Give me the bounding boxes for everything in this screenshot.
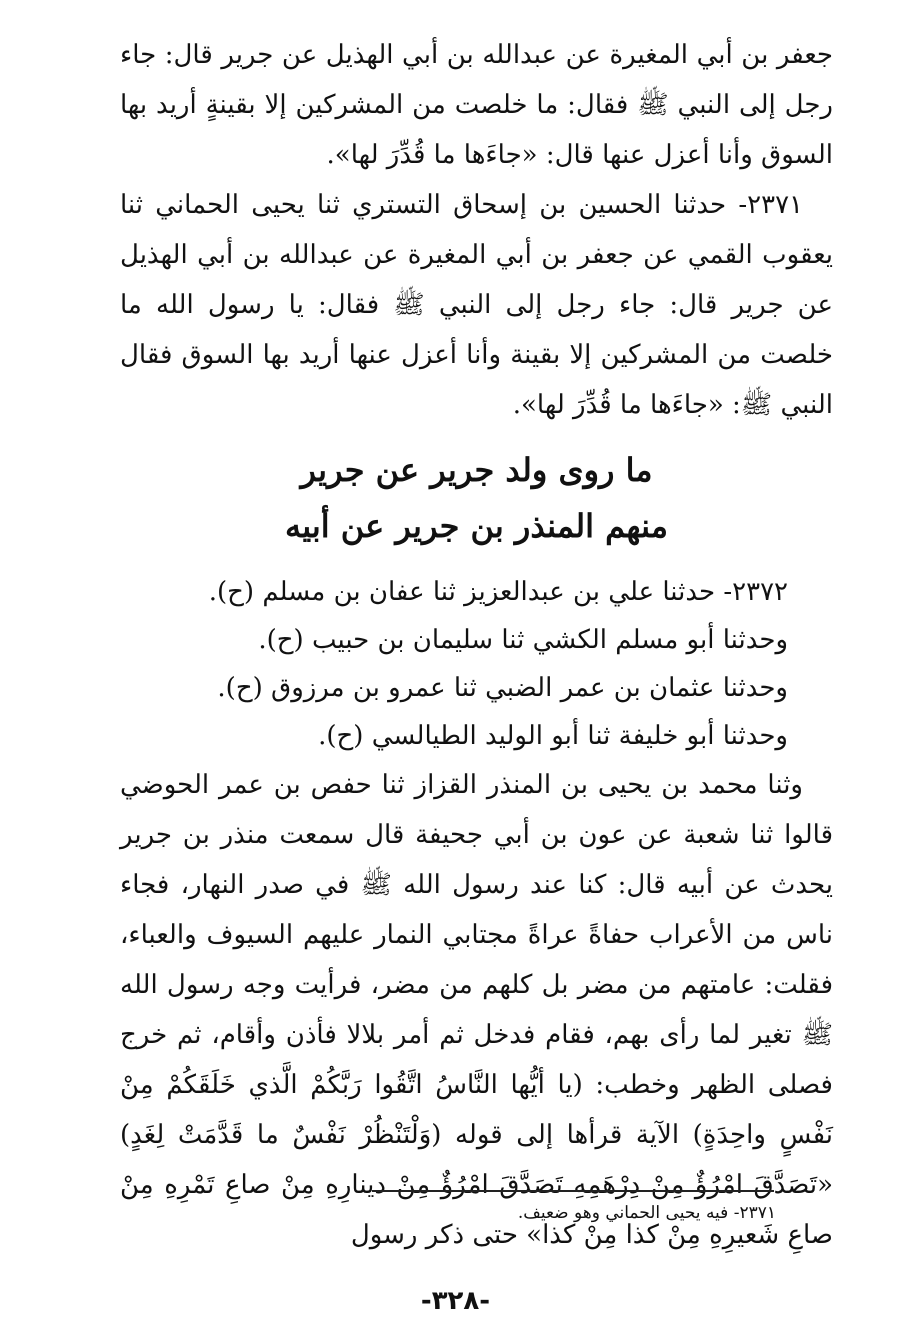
subsection-heading: منهم المنذر بن جرير عن أبيه bbox=[285, 507, 668, 545]
chain-line-1: ٢٣٧٢- حدثنا علي بن عبدالعزيز ثنا عفان بن مسلم (ح). bbox=[208, 577, 788, 607]
paragraph-continuation: جعفر بن أبي المغيرة عن عبدالله بن أبي الهذيل عن جرير قال: جاء رجل إلى النبي ﷺ فقال: ما خلصت من المشركين إلا بقينةٍ أريد بها السوق وأنا أعزل عنها قال: «جاءَها ما قُدِّرَ لها». bbox=[120, 40, 833, 170]
chain-line-3: وحدثنا عثمان بن عمر الضبي ثنا عمرو بن مرزوق (ح). bbox=[217, 673, 788, 703]
chain-line-2: وحدثنا أبو مسلم الكشي ثنا سليمان بن حبيب (ح). bbox=[258, 625, 788, 655]
footnote: ٢٣٧١- فيه يحيى الحماني وهو ضعيف. bbox=[517, 1203, 776, 1223]
footnote-divider bbox=[372, 1190, 774, 1192]
page-number: -٣٢٨- bbox=[420, 1286, 491, 1316]
hadith-2372-text: وثنا محمد بن يحيى بن المنذر القزاز ثنا حفص بن عمر الحوضي قالوا ثنا شعبة عن عون بن أبي جحيفة قال سمعت منذر بن جرير يحدث عن أبيه قال: كنا عند رسول الله ﷺ في صدر النهار، فجاء ناس من الأعراب حفاةً عراةً مجتابي النمار عليهم السيوف والعباء، فقلت: عامتهم من مضر بل كلهم من مضر، فرأيت وجه رسول الله ﷺ تغير لما رأى بهم، فقام فدخل ثم أمر بلالا فأذن وأقام، ثم خرج فصلى الظهر وخطب: (يا أيُّها النَّاسُ اتَّقُوا رَبَّكُمْ الَّذي خَلَقَكُمْ مِنْ نَفْسٍ واحِدَةٍ) الآية قرأها إلى قوله (وَلْتَنْظُرْ نَفْسٌ ما قَدَّمَتْ لِغَدٍ) «تَصَدَّقَ امْرُؤٌ مِنْ دِرْهَمِهِ تَصَدَّقَ امْرُؤٌ مِنْ دينارِهِ مِنْ صاعِ تَمْرِهِ مِنْ صاعِ شَعيرِهِ مِنْ كذا مِنْ كذا» حتى ذكر رسول bbox=[120, 770, 833, 1250]
hadith-2371: ٢٣٧١- حدثنا الحسين بن إسحاق التستري ثنا يحيى الحماني ثنا يعقوب القمي عن جعفر بن أبي المغيرة عن عبدالله بن أبي الهذيل عن جرير قال: جاء رجل إلى النبي ﷺ فقال: يا رسول الله ما خلصت من المشركين إلا بقينة وأنا أعزل عنها أريد بها السوق فقال النبي ﷺ: «جاءَها ما قُدِّرَ لها». bbox=[120, 190, 833, 420]
section-heading: ما روى ولد جرير عن جرير bbox=[300, 451, 653, 489]
chain-line-4: وحدثنا أبو خليفة ثنا أبو الوليد الطيالسي (ح). bbox=[318, 721, 788, 751]
